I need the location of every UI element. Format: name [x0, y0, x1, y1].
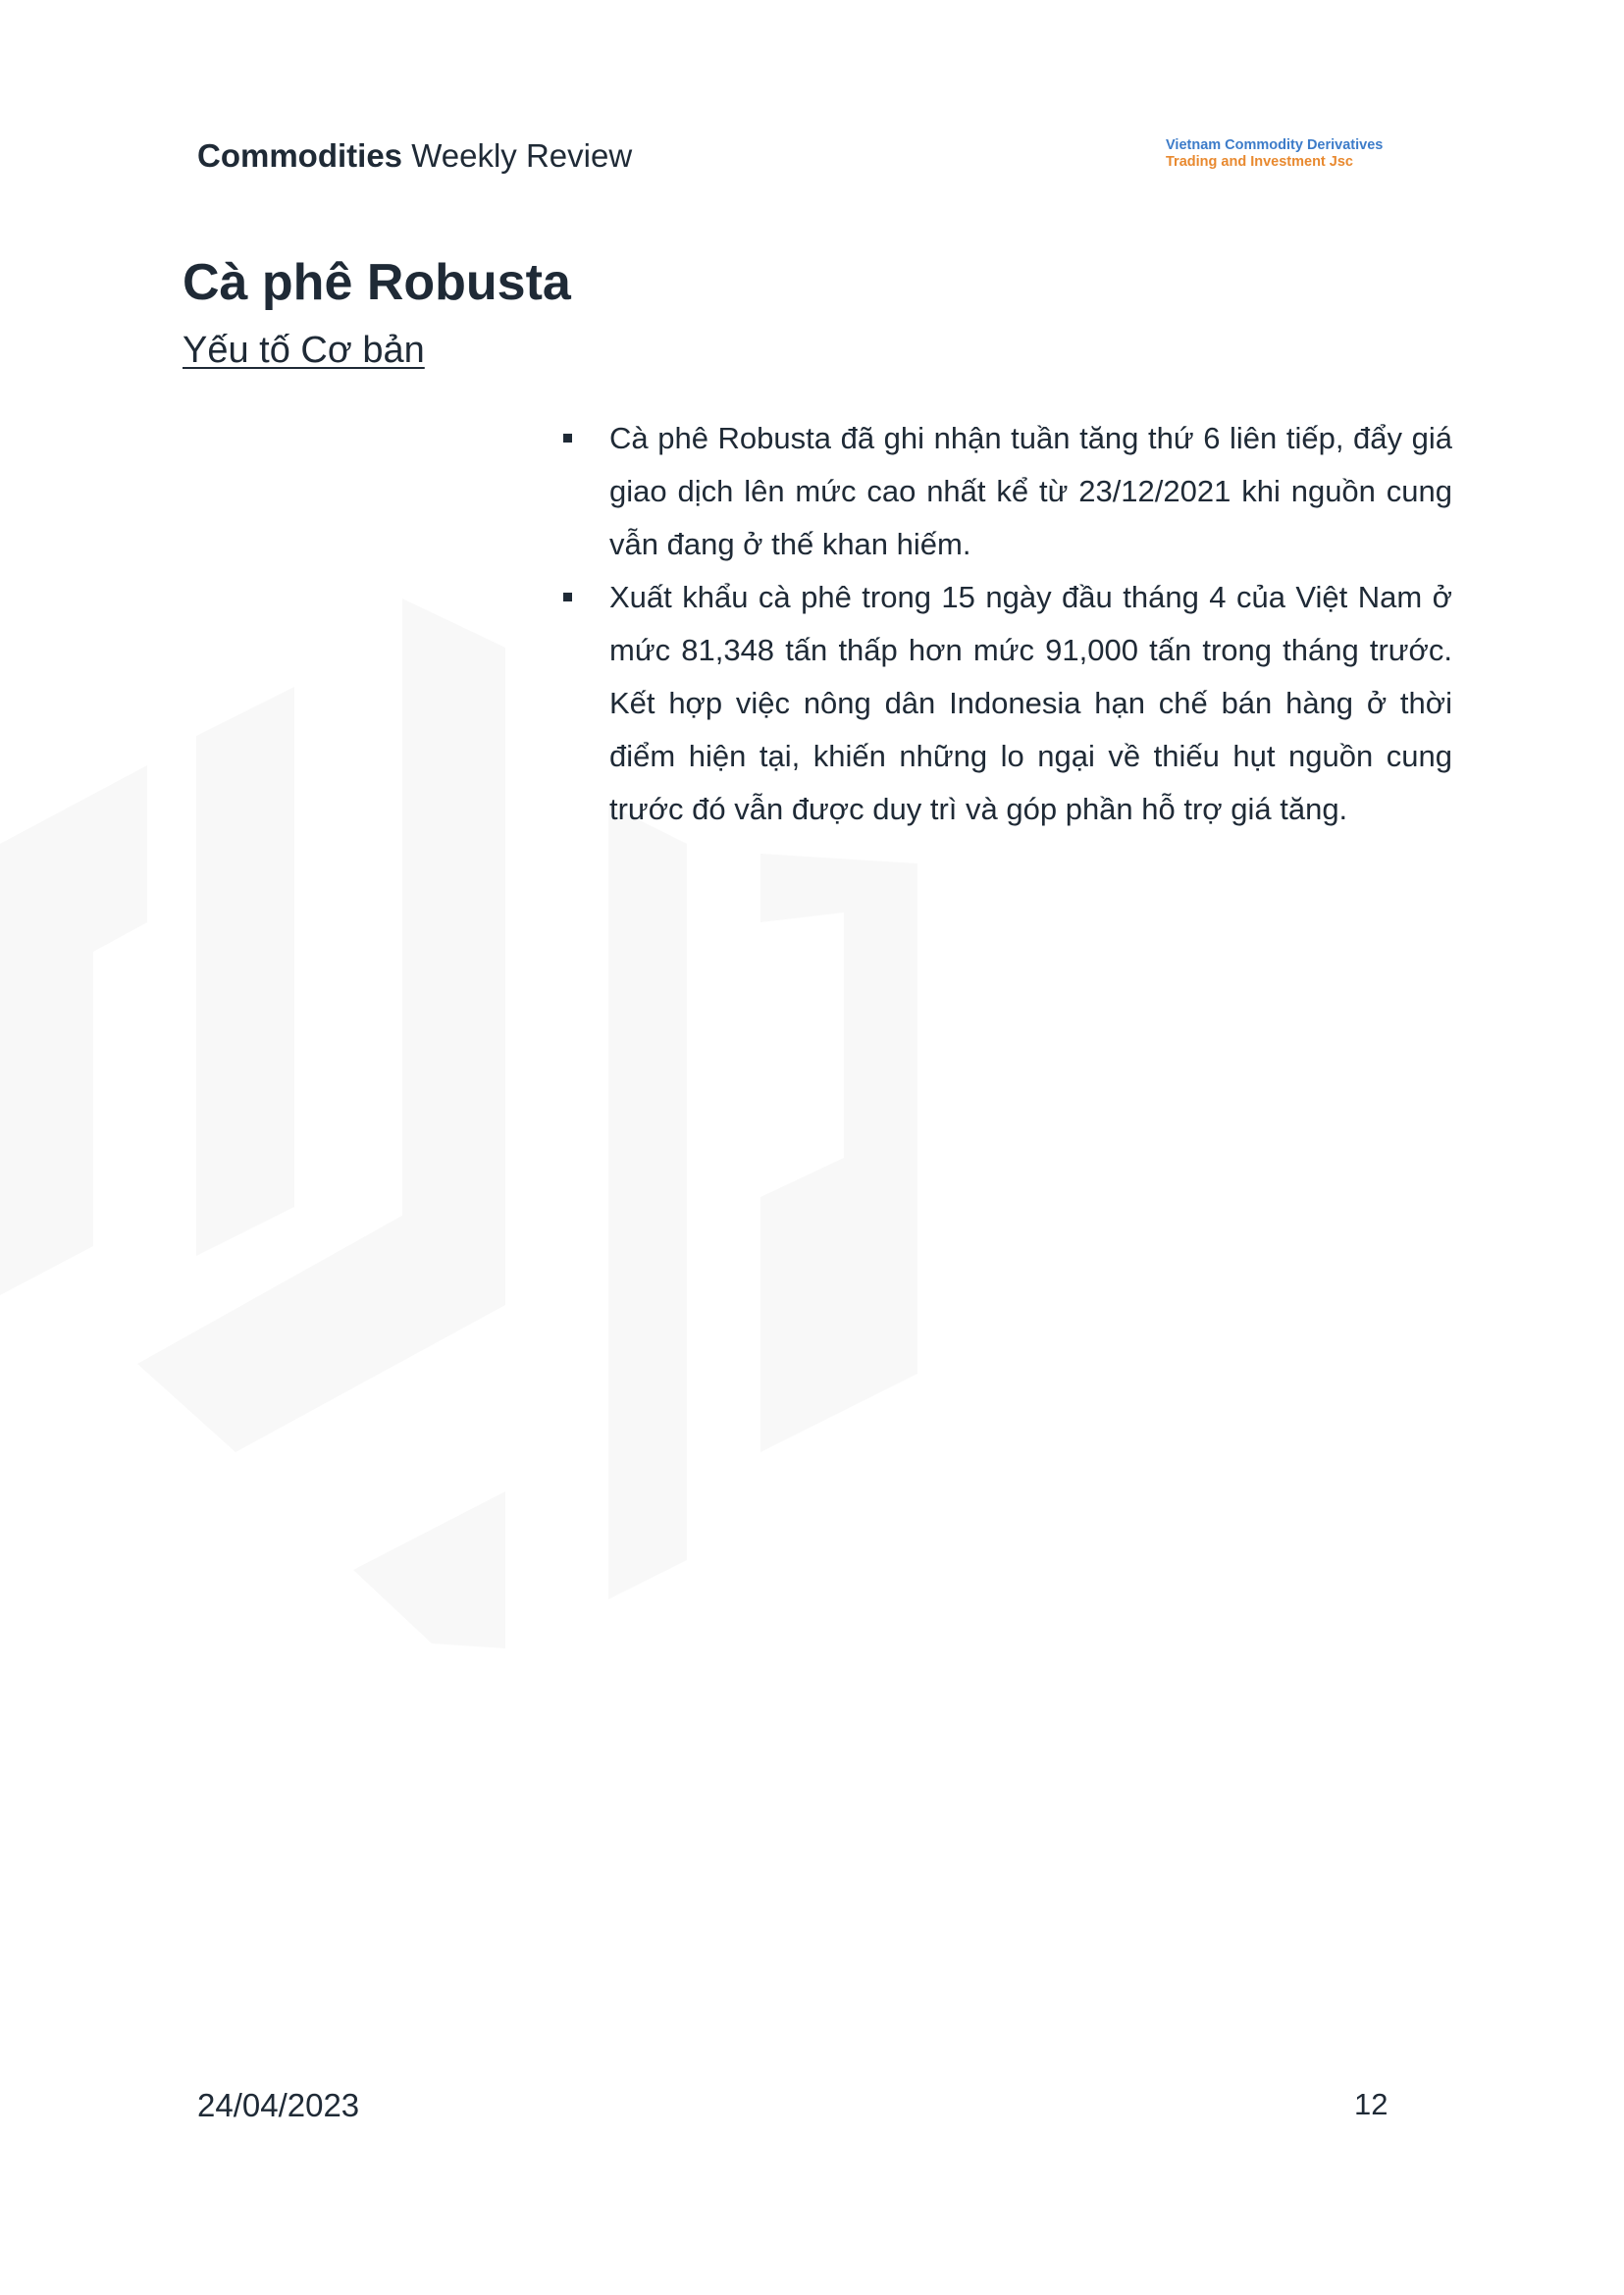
footer-date: 24/04/2023: [197, 2087, 360, 2123]
logo-line-2: Trading and Investment Jsc: [1166, 154, 1353, 170]
report-header: [197, 137, 632, 175]
header-title-light: Weekly Review: [402, 137, 633, 174]
company-logo: [1166, 137, 1383, 171]
page-number: 12: [1354, 2087, 1388, 2121]
bullet-item: [561, 412, 1452, 571]
bullet-item: [561, 571, 1452, 836]
bullet-square-icon: [563, 593, 572, 601]
section-subtitle: Yếu tố Cơ bản: [183, 330, 425, 371]
logo-line-1: Vietnam Commodity Derivatives: [1166, 137, 1384, 153]
bullet-list: [561, 412, 1452, 836]
header-title-bold: Commodities: [197, 137, 403, 174]
bullet-text: Cà phê Robusta đã ghi nhận tuần tăng thứ 6 liên tiếp, đẩy giá giao dịch lên mức cao nhất kể từ 23/12/2021 khi nguồn cung vẫn đang ở thế khan hiếm.: [609, 421, 1452, 561]
bullet-text: Xuất khẩu cà phê trong 15 ngày đầu tháng 4 của Việt Nam ở mức 81,348 tấn thấp hơn mức 91,000 tấn trong tháng trước. Kết hợp việc nông dân Indonesia hạn chế bán hàng ở thời điểm hiện tại, khiến những lo ngại về thiếu hụt nguồn cung trước đó vẫn được duy trì và góp phần hỗ trợ giá tăng.: [609, 580, 1452, 826]
bullet-square-icon: [563, 434, 572, 443]
section-title: Cà phê Robusta: [183, 254, 571, 311]
